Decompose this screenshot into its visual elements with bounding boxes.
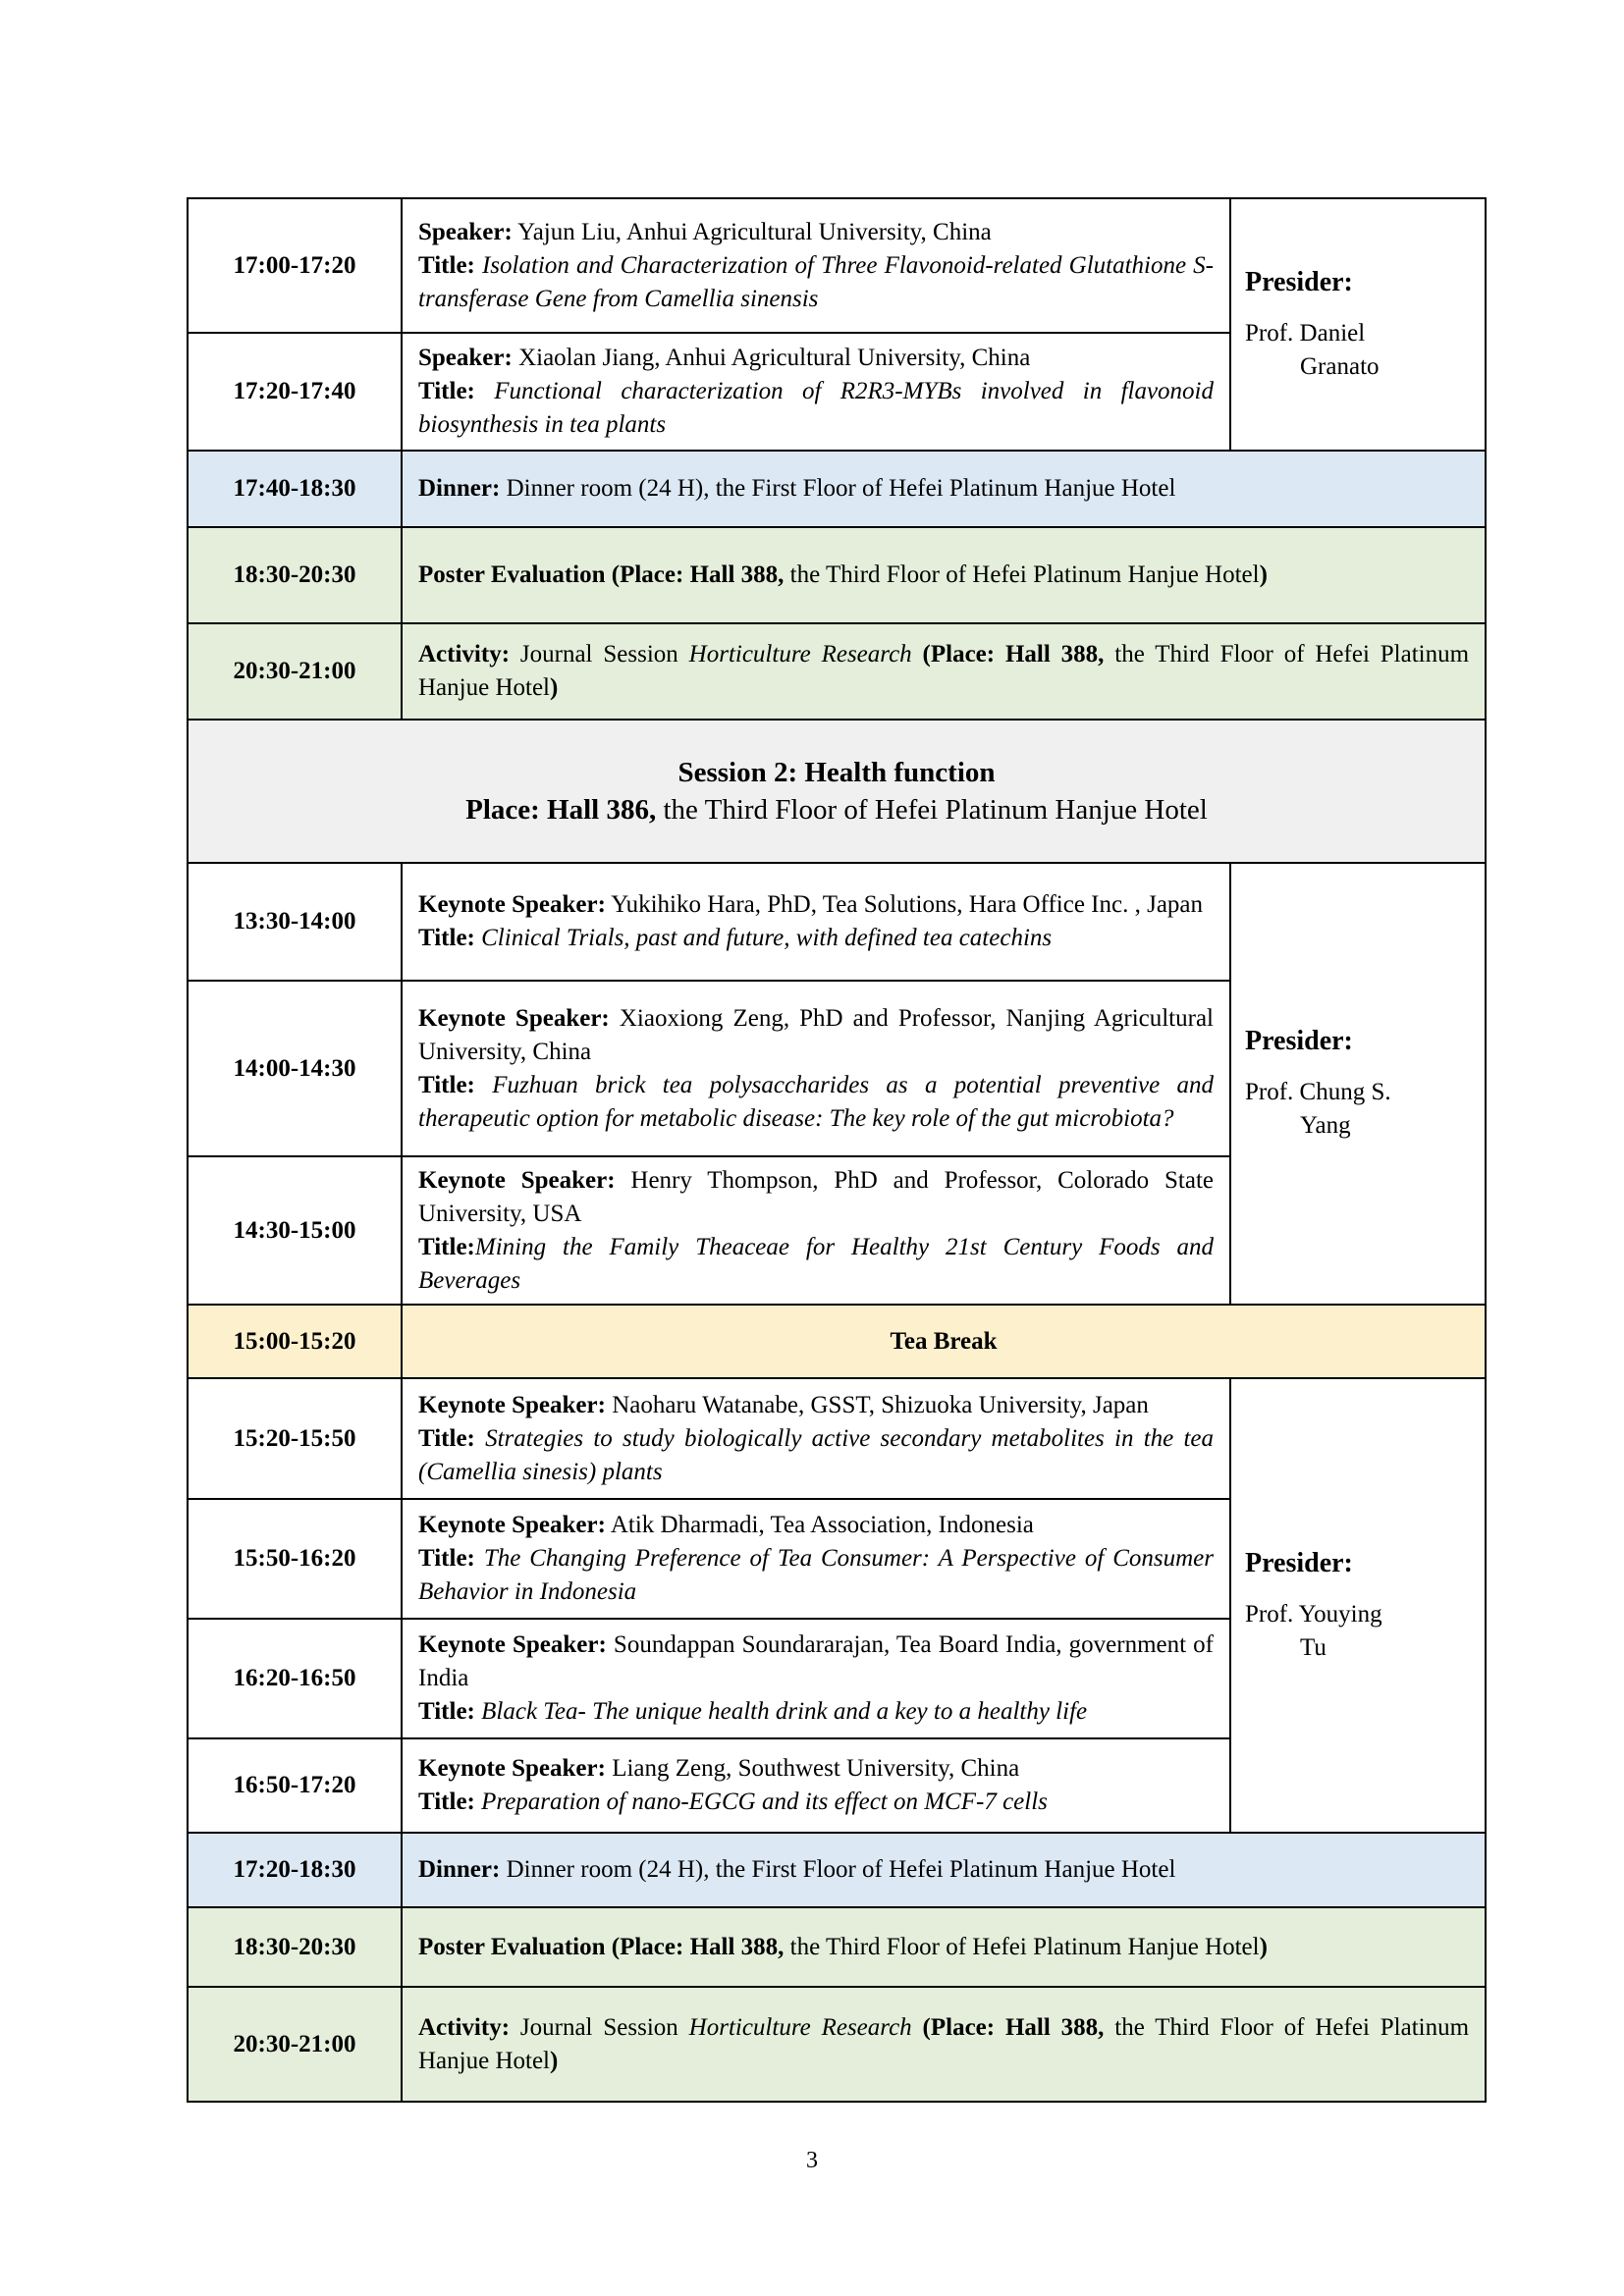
presider-name [1245, 1598, 1471, 1665]
activity-label: Activity: [418, 2013, 511, 2041]
poster-text: the Third Floor of Hefei Platinum Hanjue Hotel [789, 1933, 1260, 1960]
keynote-label: Keynote Speaker: [418, 1391, 606, 1418]
time-cell: 20:30-21:00 [188, 1987, 402, 2102]
speaker-name: Yukihiko Hara, PhD, Tea Solutions, Hara Office Inc. , Japan [611, 891, 1204, 918]
session-title: Session 2: Health function [677, 757, 996, 788]
presider-name [1245, 1076, 1471, 1143]
talk-cell [402, 1156, 1230, 1305]
journal-name: Horticulture Research [688, 2013, 912, 2041]
page-number: 3 [806, 2148, 818, 2173]
talk-cell [402, 1499, 1230, 1619]
talk-title: Black Tea- The unique health drink and a key to a healthy life [481, 1698, 1088, 1725]
title-label: Title: [418, 251, 475, 279]
title-label: Title: [418, 1233, 475, 1260]
talk-cell [402, 198, 1230, 333]
talk-title: Strategies to study biologically active secondary metabolites in the tea (Camellia sinesis) plants [418, 1424, 1215, 1485]
activity-text: Journal Session [519, 641, 678, 667]
place-label: (Place: Hall 388, [922, 2013, 1105, 2041]
speaker-name: Xiaoxiong Zeng, PhD and Professor, Nanjing Agricultural University, China [418, 1004, 1214, 1065]
activity-cell [402, 623, 1486, 720]
time-cell: 15:00-15:20 [188, 1305, 402, 1378]
speaker-name: Liang Zeng, Southwest University, China [612, 1755, 1020, 1782]
place-label: (Place: Hall 388, [922, 641, 1105, 667]
keynote-label: Keynote Speaker: [418, 1166, 616, 1194]
speaker-label: Speaker: [418, 345, 513, 371]
time-cell: 16:20-16:50 [188, 1619, 402, 1738]
talk-title: Functional characterization of R2R3-MYBs involved in flavonoid biosynthesis in tea plants [418, 378, 1214, 438]
time-cell: 15:50-16:20 [188, 1499, 402, 1619]
title-label: Title: [418, 1789, 475, 1815]
title-label: Title: [418, 1545, 475, 1572]
talk-title: Fuzhuan brick tea polysaccharides as a potential preventive and therapeutic option for metabolic disease: The key role of the gut microbiota? [418, 1071, 1215, 1132]
session-header [188, 720, 1486, 863]
talk-cell [402, 333, 1230, 451]
presider-label: Presider: [1245, 1026, 1353, 1056]
time-cell: 14:30-15:00 [188, 1156, 402, 1305]
keynote-label: Keynote Speaker: [418, 1631, 607, 1658]
session-header-row [188, 720, 1486, 863]
journal-name: Horticulture Research [688, 641, 912, 667]
presider-cell [1230, 1378, 1486, 1833]
talk-title: Clinical Trials, past and future, with defined tea catechins [481, 925, 1053, 951]
keynote-label: Keynote Speaker: [418, 891, 606, 918]
speaker-name: Soundappan Soundararajan, Tea Board India, government of India [418, 1631, 1214, 1691]
program-table [187, 197, 1487, 2103]
activity-label: Activity: [418, 641, 511, 667]
presider-name-line2: Tu [1300, 1633, 1326, 1661]
table-row [188, 1833, 1486, 1907]
time-cell: 16:50-17:20 [188, 1738, 402, 1833]
speaker-label: Speaker: [418, 218, 513, 245]
talk-title: Preparation of nano-EGCG and its effect on MCF-7 cells [481, 1789, 1048, 1815]
session-place-label: Place: Hall 386, [465, 794, 657, 826]
presider-name-line2: Granato [1300, 352, 1380, 380]
presider-cell [1230, 198, 1486, 451]
presider-name-line2: Yang [1300, 1112, 1351, 1139]
place-text: the Third Floor of Hefei Platinum Hanjue Hotel [418, 641, 1470, 701]
poster-text: the Third Floor of Hefei Platinum Hanjue Hotel [789, 561, 1260, 588]
speaker-name: Yajun Liu, Anhui Agricultural University, China [517, 218, 992, 245]
presider-name-line1: Prof. Youying [1245, 1600, 1382, 1628]
table-row [188, 451, 1486, 527]
speaker-name: Naoharu Watanabe, GSST, Shizuoka University, Japan [612, 1391, 1149, 1418]
time-cell: 15:20-15:50 [188, 1378, 402, 1499]
time-cell: 13:30-14:00 [188, 863, 402, 981]
session-place [189, 791, 1485, 828]
talk-title: The Changing Preference of Tea Consumer: A Perspective of Consumer Behavior in Indonesia [418, 1545, 1215, 1605]
poster-label: Poster Evaluation (Place: Hall 388, [418, 561, 785, 588]
title-label: Title: [418, 925, 475, 951]
title-label: Title: [418, 378, 475, 404]
time-cell: 20:30-21:00 [188, 623, 402, 720]
table-row [188, 527, 1486, 623]
title-label: Title: [418, 1698, 475, 1725]
poster-cell [402, 527, 1486, 623]
talk-title: Isolation and Characterization of Three Flavonoid-related Glutathione S-transferase Gene from Camellia sinensis [418, 251, 1214, 312]
time-cell: 18:30-20:30 [188, 527, 402, 623]
time-cell: 17:40-18:30 [188, 451, 402, 527]
close-paren: ) [549, 674, 559, 701]
keynote-label: Keynote Speaker: [418, 1512, 606, 1538]
talk-cell [402, 1619, 1230, 1738]
close-paren: ) [549, 2047, 559, 2074]
poster-label: Poster Evaluation (Place: Hall 388, [418, 1933, 785, 1960]
time-cell: 17:20-18:30 [188, 1833, 402, 1907]
dinner-label: Dinner: [418, 1856, 501, 1883]
poster-cell [402, 1907, 1486, 1987]
place-text: the Third Floor of Hefei Platinum Hanjue Hotel [418, 2013, 1470, 2074]
table-row [188, 1907, 1486, 1987]
presider-label: Presider: [1245, 1547, 1353, 1578]
dinner-text: Dinner room (24 H), the First Floor of Hefei Platinum Hanjue Hotel [506, 1856, 1176, 1883]
table-row [188, 1987, 1486, 2102]
presider-label: Presider: [1245, 266, 1353, 297]
time-cell: 14:00-14:30 [188, 981, 402, 1156]
speaker-name: Henry Thompson, PhD and Professor, Colorado State University, USA [418, 1166, 1214, 1227]
title-label: Title: [418, 1424, 475, 1452]
presider-name [1245, 317, 1471, 384]
dinner-cell [402, 451, 1486, 527]
presider-name-line1: Prof. Daniel [1245, 319, 1366, 347]
presider-name-line1: Prof. Chung S. [1245, 1079, 1391, 1105]
title-label: Title: [418, 1071, 475, 1098]
dinner-cell [402, 1833, 1486, 1907]
activity-text: Journal Session [519, 2013, 678, 2041]
table-row [188, 863, 1486, 981]
talk-cell [402, 1378, 1230, 1499]
activity-cell [402, 1987, 1486, 2102]
table-row [188, 623, 1486, 720]
tea-break: Tea Break [402, 1305, 1486, 1378]
talk-cell [402, 863, 1230, 981]
time-cell: 18:30-20:30 [188, 1907, 402, 1987]
table-row [188, 1305, 1486, 1378]
time-cell: 17:20-17:40 [188, 333, 402, 451]
talk-cell [402, 981, 1230, 1156]
dinner-text: Dinner room (24 H), the First Floor of Hefei Platinum Hanjue Hotel [506, 475, 1176, 502]
keynote-label: Keynote Speaker: [418, 1755, 606, 1782]
talk-cell [402, 1738, 1230, 1833]
table-row [188, 1378, 1486, 1499]
table-row [188, 198, 1486, 333]
talk-title: Mining the Family Theaceae for Healthy 21st Century Foods and Beverages [418, 1233, 1214, 1294]
speaker-name: Atik Dharmadi, Tea Association, Indonesia [610, 1512, 1034, 1538]
dinner-label: Dinner: [418, 475, 501, 502]
close-paren: ) [1259, 561, 1268, 588]
keynote-label: Keynote Speaker: [418, 1004, 610, 1032]
speaker-name: Xiaolan Jiang, Anhui Agricultural University, China [518, 345, 1031, 371]
time-cell: 17:00-17:20 [188, 198, 402, 333]
session-place-text: the Third Floor of Hefei Platinum Hanjue Hotel [663, 794, 1208, 826]
close-paren: ) [1259, 1933, 1268, 1960]
presider-cell [1230, 863, 1486, 1305]
